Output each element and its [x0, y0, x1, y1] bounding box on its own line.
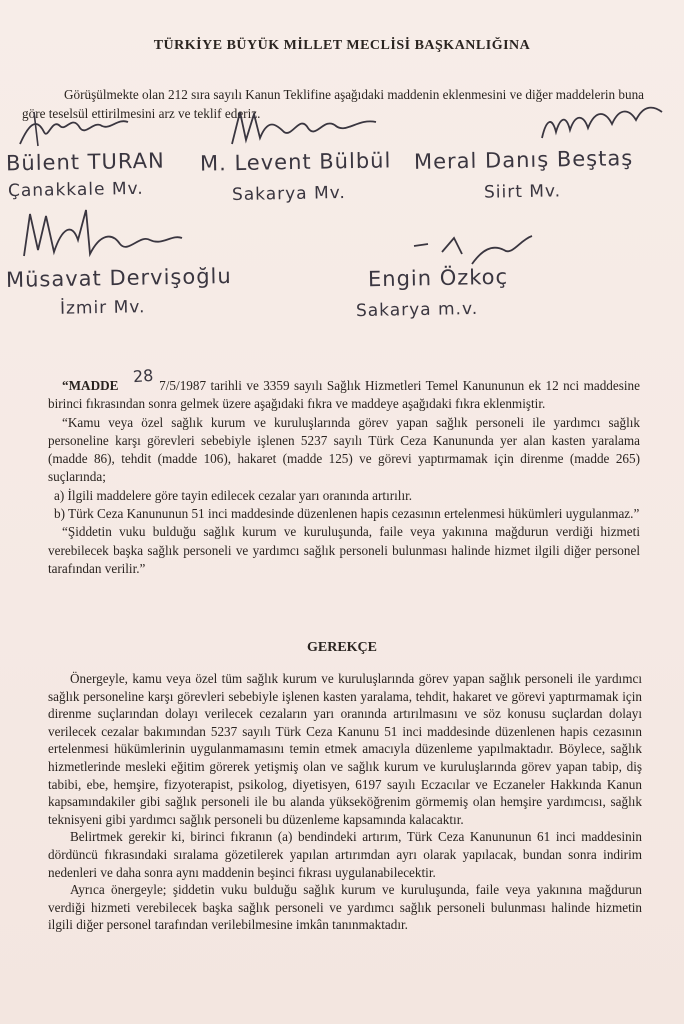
- madde-first-line: 7/5/1987 tarihli ve 3359 sayılı Sağlık Hizmetleri Temel Kanununun ek 12 nci maddesine birinci fıkrasından sonra gelmek üzere aşağıdaki fıkra ve maddeye aşağıdaki fıkra eklenmiştir.: [48, 378, 640, 412]
- madde-handwritten-number: 28: [132, 365, 155, 387]
- signature-constituency-5: Sakarya m.v.: [355, 298, 479, 322]
- signature-name-5: Engin Özkoç: [367, 264, 509, 292]
- madde-quote-intro: “Kamu veya özel sağlık kurum ve kuruluşlarında görev yapan sağlık personeli ile yardımcı sağlık personeline karşı görevleri sebebiyle işlenen 5237 sayılı Türk Ceza Kanununda yer alan kasten yaralama (madde 86), tehdit (madde 106), hakaret (madde 125) ve görevi yaptırmamak için direnme (madde 265) suçlarında;: [48, 414, 640, 485]
- document-title: TÜRKİYE BÜYÜK MİLLET MECLİSİ BAŞKANLIĞINA: [153, 38, 531, 53]
- signature-constituency-1: Çanakkale Mv.: [7, 178, 144, 202]
- signature-scribble-2: [226, 104, 386, 152]
- madde-item-b: b) Türk Ceza Kanununun 51 inci maddesinde düzenlenen hapis cezasının ertelenmesi hükümleri uygulanmaz.”: [54, 506, 640, 522]
- signature-scribble-1: [14, 106, 134, 152]
- signature-scribble-3: [536, 98, 666, 148]
- gerekce-paragraph-1: Önergeyle, kamu veya özel tüm sağlık kurum ve kuruluşlarında görev yapan sağlık personeli ile yardımcı sağlık personeline karşı görevleri sebebiyle işlenen kasten yaralama, tehdit, hakaret ve görevi yaptırmamak için direnme suçlarından dolayı verilecek cezaların yarı oranında artırılmasını ve söz konusu suçlardan dolayı verilecek cezalar bakımından 5237 sayılı Türk Ceza Kanunu 51 inci maddesinde düzenlenen hapis cezasının ertelenmesi hükümlerinin uygulanmamasını temin etmek amacıyla düzenleme yapılmaktadır. Böylece, sağlık hizmetlerinde mesleki eğitim görerek yetişmiş olan ve sağlık kurum ve kuruluşlarında görev yapan tabip, diş tabibi, ebe, hemşire, fizyoterapist, psikolog, diyetisyen, 6197 sayılı Eczacılar ve Eczaneler Hakkında Kanun kapsamındakiler gibi sağlık personeli ile bu alanda yükseköğrenim görmemiş olan hemşire yardımcısı, sağlık teknisyeni gibi yardımcı sağlık personeli bu düzenleme kapsamında kalacaktır.: [48, 671, 642, 827]
- signature-name-2: M. Levent Bülbül: [199, 148, 392, 176]
- gerekce-paragraph-3: Ayrıca önergeyle; şiddetin vuku bulduğu sağlık kurum ve kuruluşunda, faile veya yakınına mağdurun verdiği hizmeti verebilecek başka sağlık personeli ve yardımcı sağlık personeli bulunması halinde hizmetin ilgili diğer personel tarafından verilebilmesine imkân tanınmaktadır.: [48, 882, 642, 933]
- signature-scribble-4: [16, 204, 186, 264]
- madde-first-paragraph: [48, 365, 640, 414]
- intro-paragraph: Görüşülmekte olan 212 sıra sayılı Kanun Teklifine aşağıdaki maddenin eklenmesini ve diğer maddelerin buna göre teselsül ettirilmesini arz ve teklif ederiz.: [22, 87, 645, 122]
- signature-name-1: Bülent TURAN: [5, 148, 165, 176]
- madde-quote-end: “Şiddetin vuku bulduğu sağlık kurum ve kuruluşunda, faile veya yakınına mağdurun verdiği hizmeti verebilecek başka sağlık personeli ve yardımcı sağlık personeli bulunması halinde hizmet ilgili diğer personel tarafından verilir.”: [48, 524, 640, 576]
- madde-item-a: a) İlgili maddelere göre tayin edilecek cezalar yarı oranında artırılır.: [54, 487, 413, 503]
- signature-constituency-4: İzmir Mv.: [59, 297, 146, 319]
- signature-name-3: Meral Danış Beştaş: [413, 146, 634, 174]
- madde-block: [48, 365, 640, 578]
- madde-label: “MADDE: [62, 378, 119, 393]
- gerekce-paragraph-2: Belirtmek gerekir ki, birinci fıkranın (a) bendindeki artırım, Türk Ceza Kanununun 61 inci maddesinin dördüncü fıkrasındaki sıralama gözetilerek yapılan artırımdan ayrı olarak yapılacak, bundan sonra indirim nedenleri ve daha sonra aynı maddenin beşinci fıkrası uygulanabilecektir.: [48, 829, 642, 880]
- signature-constituency-3: Siirt Mv.: [483, 181, 562, 203]
- gerekce-heading: GEREKÇE: [306, 640, 377, 655]
- signature-constituency-2: Sakarya Mv.: [231, 183, 347, 205]
- signature-name-4: Müsavat Dervişoğlu: [5, 264, 232, 292]
- gerekce-block: [48, 670, 642, 934]
